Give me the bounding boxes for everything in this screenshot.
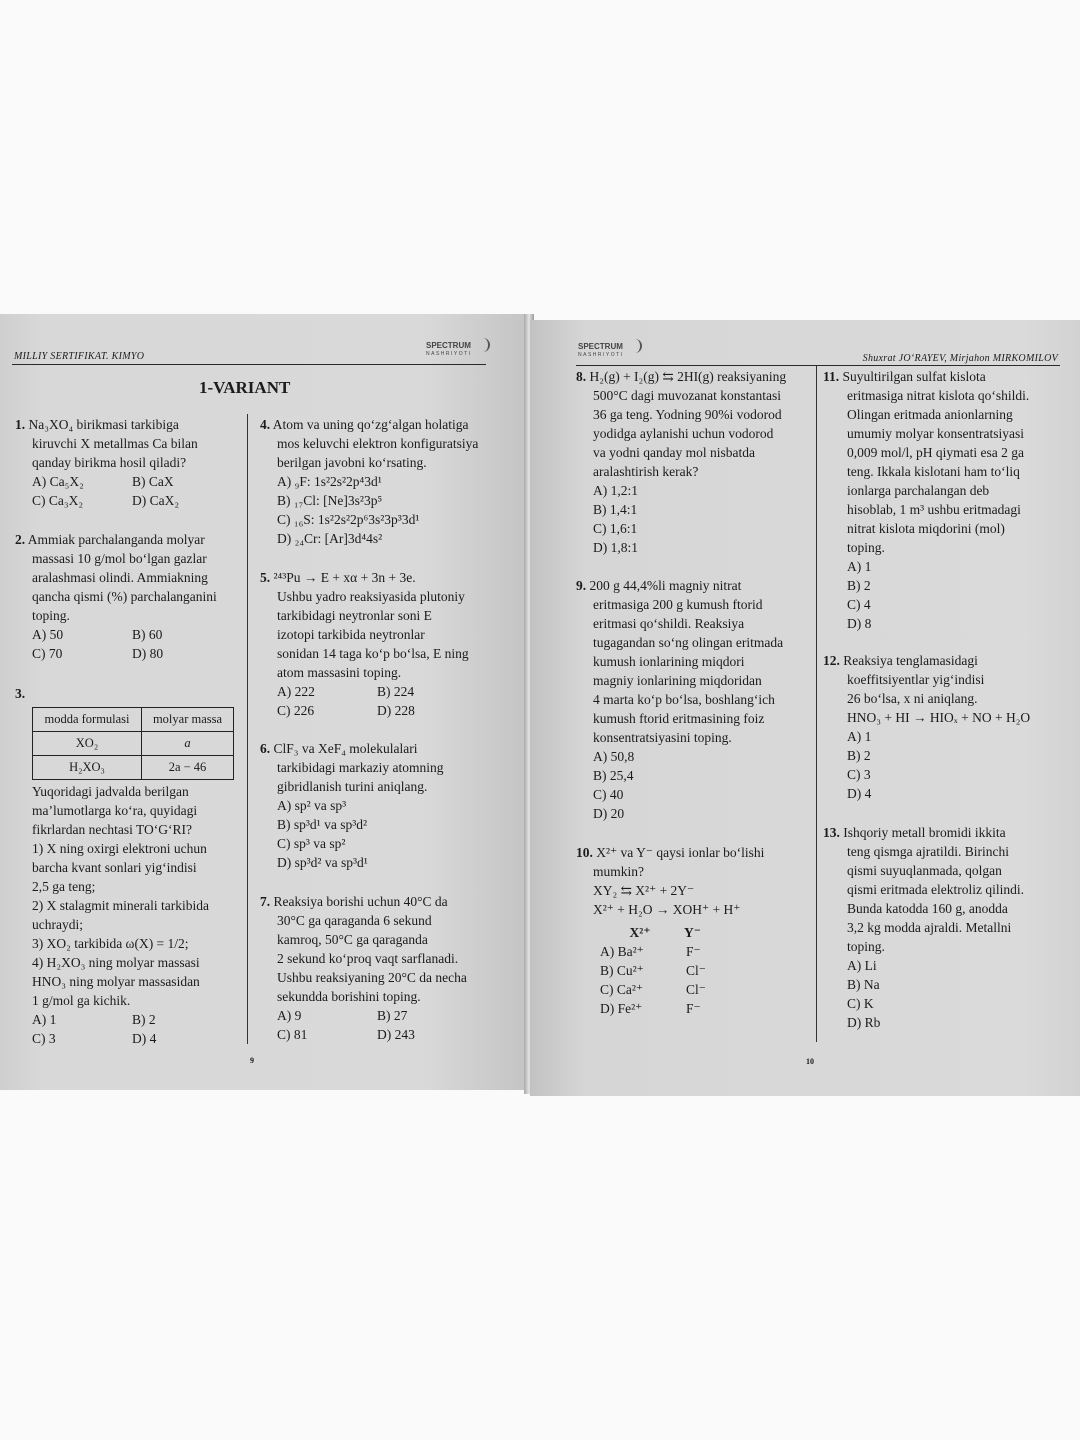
question-12 [823, 651, 1073, 803]
logo-arc-icon [630, 339, 642, 353]
question-line: kumush ionlarining miqdori [593, 654, 745, 669]
table-cell: 2a − 46 [142, 756, 234, 780]
option-a: A) 9 [277, 1008, 302, 1023]
option-b: B) 25,4 [593, 768, 634, 783]
question-line: koeffitsiyentlar yig‘indisi [847, 672, 985, 687]
question-line: Yuqoridagi jadvalda berilgan [32, 784, 189, 799]
question-line: tugagandan so‘ng olingan eritmada [593, 635, 784, 650]
question-line: qismi suyuqlanmada, qolgan [847, 863, 1002, 878]
option-a: A) 50,8 [593, 749, 635, 764]
question-line: 3) XO₂ tarkibida ω(X) = 1/2; [32, 936, 189, 951]
question-number: 8. [576, 369, 587, 384]
question-line: gibridlanish turini aniqlang. [277, 779, 428, 794]
question-line: teng qismga ajratildi. Birinchi [847, 844, 1009, 859]
option-d: D) 8 [847, 616, 872, 631]
left-page [0, 314, 528, 1090]
question-line: 1 g/mol ga kichik. [32, 993, 131, 1008]
option-c: C) Ca₃X₂ [32, 493, 84, 508]
option-d: D) ₂₄Cr: [Ar]3d⁴4s² [277, 531, 383, 546]
question-line: uchraydi; [32, 917, 83, 932]
question-line: 30°C ga qaraganda 6 sekund [277, 913, 432, 928]
option-c: C) Ca²⁺ [600, 982, 644, 997]
question-line: fikrlardan nechtasi TO‘G‘RI? [32, 822, 192, 837]
question-line: X²⁺ va Y⁻ qaysi ionlar bo‘lishi [596, 845, 765, 860]
question-line: kiruvchi X metallmas Ca bilan [32, 436, 198, 451]
data-table [32, 707, 234, 780]
question-line: Olingan eritmada anionlarning [847, 407, 1013, 422]
question-line: Reaksiya borishi uchun 40°C da [273, 894, 448, 909]
option-d: D) Rb [847, 1015, 881, 1030]
question-line: berilgan javobni ko‘rsating. [277, 455, 427, 470]
question-line: ionlarga parchalangan deb [847, 483, 990, 498]
question-13 [823, 823, 1073, 1032]
left-running-header: MILLIY SERTIFIKAT. KIMYO [14, 351, 145, 362]
option-a: A) 222 [277, 684, 315, 699]
option-c: C) ₁₆S: 1s²2s²2p⁶3s²3p³3d¹ [277, 512, 420, 527]
option-a: A) 1 [847, 729, 872, 744]
option-b-anion: Cl⁻ [686, 963, 706, 978]
question-line: tarkibidagi neytronlar soni E [277, 608, 432, 623]
question-line: 2,5 ga teng; [32, 879, 96, 894]
option-c: C) 226 [277, 703, 315, 718]
question-line: Ammiak parchalanganda molyar [27, 532, 205, 547]
question-line: aralashtirish kerak? [593, 464, 699, 479]
question-line: 26 bo‘lsa, x ni aniqlang. [847, 691, 978, 706]
question-3 [15, 684, 245, 1048]
question-line: Reaksiya tenglamasidagi [843, 653, 978, 668]
option-b: B) CaX [132, 474, 174, 489]
question-line: sekundda borishini toping. [277, 989, 421, 1004]
option-b: B) 2 [847, 578, 871, 593]
option-c: C) 81 [277, 1027, 308, 1042]
question-6 [260, 739, 522, 872]
question-line: 0,009 mol/l, pH qiymati esa 2 ga [847, 445, 1024, 460]
option-b: B) 27 [377, 1008, 408, 1023]
question-line: va yodni qanday mol nisbatda [593, 445, 755, 460]
option-c: C) sp³ va sp² [277, 836, 346, 851]
option-c: C) 4 [847, 597, 871, 612]
option-a-anion: F⁻ [686, 944, 701, 959]
option-c: C) K [847, 996, 874, 1011]
option-a: A) 1 [847, 559, 872, 574]
option-a: A) 1 [32, 1012, 57, 1027]
question-line: hisoblab, 1 m³ ushbu eritmadagi [847, 502, 1021, 517]
option-b: B) 224 [377, 684, 415, 699]
question-4 [260, 415, 522, 548]
table-header: molyar massa [142, 708, 234, 732]
question-line: teng. Ikkala kislotani ham to‘liq [847, 464, 1020, 479]
option-b: B) ₁₇Cl: [Ne]3s²3p⁵ [277, 493, 383, 508]
option-b: B) Cu²⁺ [600, 963, 644, 978]
question-line: barcha kvant sonlari yig‘indisi [32, 860, 197, 875]
option-d: D) 228 [377, 703, 415, 718]
column-divider [816, 366, 817, 1042]
question-9 [576, 576, 812, 823]
question-8 [576, 367, 812, 557]
option-d: D) 243 [377, 1027, 415, 1042]
option-b: B) sp³d¹ va sp³d² [277, 817, 368, 832]
question-line: qismi eritmada elektroliz qilindi. [847, 882, 1024, 897]
publisher-logo-right [578, 343, 624, 359]
question-line: toping. [32, 608, 70, 623]
question-line: kamroq, 50°C ga qaraganda [277, 932, 428, 947]
option-c-anion: Cl⁻ [686, 982, 706, 997]
question-line: eritmasiga nitrat kislota qo‘shildi. [847, 388, 1030, 403]
question-line: aralashmasi olindi. Ammiakning [32, 570, 208, 585]
logo-name: SPECTRUM [578, 342, 623, 351]
logo-sub: NASHRIYOTI [578, 352, 624, 358]
question-line: HNO₃ ning molyar massasidan [32, 974, 200, 989]
logo-arc-icon [478, 338, 490, 352]
option-a: A) ₉F: 1s²2s²2p⁴3d¹ [277, 474, 382, 489]
question-line: nitrat kislota miqdorini (mol) [847, 521, 1005, 536]
question-line: Na₃XO₄ birikmasi tarkibiga [28, 417, 179, 432]
column-header: Y⁻ [684, 925, 701, 940]
question-line: Ushbu yadro reaksiyasida plutoniy [277, 589, 465, 604]
option-b: B) 1,4:1 [593, 502, 638, 517]
open-book [0, 314, 1080, 1094]
option-b: B) 2 [132, 1012, 156, 1027]
option-a: A) Li [847, 958, 877, 973]
question-line: qancha qismi (%) parchalanganini [32, 589, 217, 604]
question-line: izotopi tarkibida neytronlar [277, 627, 425, 642]
column-header: X²⁺ [629, 925, 651, 940]
option-c: C) 1,6:1 [593, 521, 638, 536]
question-line: toping. [847, 540, 885, 555]
question-line: sonidan 14 taga ko‘p bo‘lsa, E ning [277, 646, 469, 661]
table-cell: a [142, 732, 234, 756]
table-header: modda formulasi [33, 708, 142, 732]
option-d: D) 4 [847, 786, 872, 801]
question-line: qanday birikma hosil qiladi? [32, 455, 187, 470]
question-line: konsentratsiyasini toping. [593, 730, 732, 745]
question-line: ²⁴³Pu → E + xα + 3n + 3e. [273, 570, 416, 585]
question-line: Bunda katodda 160 g, anodda [847, 901, 1008, 916]
question-line: Ishqoriy metall bromidi ikkita [843, 825, 1006, 840]
table-cell: H₂XO₃ [33, 756, 142, 780]
question-1 [15, 415, 240, 510]
question-line: Atom va uning qo‘zg‘algan holatiga [272, 417, 469, 432]
question-line: ma’lumotlarga ko‘ra, quyidagi [32, 803, 198, 818]
logo-sub: NASHRIYOTI [426, 351, 472, 357]
question-line: 2 sekund ko‘proq vaqt sarflanadi. [277, 951, 459, 966]
question-line: 1) X ning oxirgi elektroni uchun [32, 841, 207, 856]
question-11 [823, 367, 1073, 633]
question-line: mos keluvchi elektron konfiguratsiya [277, 436, 479, 451]
question-line: massasi 10 g/mol bo‘lgan gazlar [32, 551, 207, 566]
question-2 [15, 530, 240, 663]
question-line: ClF₃ va XeF₄ molekulalari [273, 741, 418, 756]
question-line: eritmasi qo‘shildi. Reaksiya [593, 616, 745, 631]
question-line: 500°C dagi muvozanat konstantasi [593, 388, 781, 403]
option-b: B) 60 [132, 627, 163, 642]
question-line: 36 ga teng. Yodning 90%i vodorod [593, 407, 782, 422]
question-number: 6. [260, 741, 271, 756]
option-d: D) CaX₂ [132, 493, 180, 508]
question-line: 200 g 44,4%li magniy nitrat [589, 578, 742, 593]
question-line: 2) X stalagmit minerali tarkibida [32, 898, 209, 913]
question-line: kumush ftorid eritmasining foiz [593, 711, 765, 726]
question-line: H₂(g) + I₂(g) ⇆ 2HI(g) reaksiyaning [589, 369, 787, 384]
question-line: XY₂ ⇆ X²⁺ + 2Y⁻ [593, 883, 695, 898]
question-number: 12. [823, 653, 840, 668]
option-d: D) Fe²⁺ [600, 1001, 643, 1016]
option-c: C) 3 [847, 767, 871, 782]
question-line: Ushbu reaksiyaning 20°C da necha [277, 970, 467, 985]
header-rule [12, 364, 486, 365]
question-number: 3. [15, 686, 26, 701]
question-line: mumkin? [593, 864, 644, 879]
option-a: A) Ca₅X₂ [32, 474, 84, 489]
question-line: 3,2 kg modda ajraldi. Metallni [847, 920, 1012, 935]
page-number-left: 9 [250, 1056, 254, 1065]
question-number: 5. [260, 570, 271, 585]
question-7 [260, 892, 522, 1044]
option-b: B) 2 [847, 748, 871, 763]
logo-name: SPECTRUM [426, 341, 471, 350]
question-number: 13. [823, 825, 840, 840]
question-number: 2. [15, 532, 26, 547]
question-number: 1. [15, 417, 26, 432]
question-line: toping. [847, 939, 885, 954]
option-d-anion: F⁻ [686, 1001, 701, 1016]
question-number: 10. [576, 845, 593, 860]
option-d: D) 80 [132, 646, 164, 661]
option-d: D) 20 [593, 806, 625, 821]
option-a: A) 50 [32, 627, 64, 642]
option-a: A) sp² va sp³ [277, 798, 347, 813]
question-number: 9. [576, 578, 587, 593]
question-number: 11. [823, 369, 840, 384]
question-5 [260, 568, 522, 720]
question-line: 4) H₂XO₃ ning molyar massasi [32, 955, 200, 970]
option-d: D) 4 [132, 1031, 157, 1046]
question-line: magniy ionlarining miqdoridan [593, 673, 762, 688]
publisher-logo-left [426, 342, 472, 358]
question-line: atom massasini toping. [277, 665, 402, 680]
question-line: 4 marta ko‘p bo‘lsa, boshlang‘ich [593, 692, 775, 707]
option-c: C) 40 [593, 787, 624, 802]
right-running-header: Shuxrat JO‘RAYEV, Mirjahon MIRKOMILOV [862, 353, 1058, 364]
question-line: yodidga aylanishi uchun vodorod [593, 426, 774, 441]
question-line: HNO₃ + HI → HIOₓ + NO + H₂O [847, 710, 1031, 725]
page-number-right: 10 [806, 1057, 814, 1066]
option-b: B) Na [847, 977, 880, 992]
option-a: A) Ba²⁺ [600, 944, 644, 959]
question-line: eritmasiga 200 g kumush ftorid [593, 597, 763, 612]
right-page [530, 320, 1080, 1096]
question-10 [576, 843, 812, 1018]
question-line: X²⁺ + H₂O → XOH⁺ + H⁺ [593, 902, 741, 917]
table-cell: XO₂ [33, 732, 142, 756]
header-rule [576, 365, 1060, 366]
question-number: 4. [260, 417, 271, 432]
column-divider [247, 414, 248, 1044]
page-title: 1-VARIANT [199, 378, 291, 397]
option-d: D) 1,8:1 [593, 540, 638, 555]
question-line: tarkibidagi markaziy atomning [277, 760, 444, 775]
option-d: D) sp³d² va sp³d¹ [277, 855, 368, 870]
ion-options-table [576, 923, 812, 1018]
option-c: C) 3 [32, 1031, 56, 1046]
option-a: A) 1,2:1 [593, 483, 638, 498]
question-number: 7. [260, 894, 271, 909]
question-line: Suyultirilgan sulfat kislota [842, 369, 986, 384]
option-c: C) 70 [32, 646, 63, 661]
question-line: umumiy molyar konsentratsiyasi [847, 426, 1024, 441]
